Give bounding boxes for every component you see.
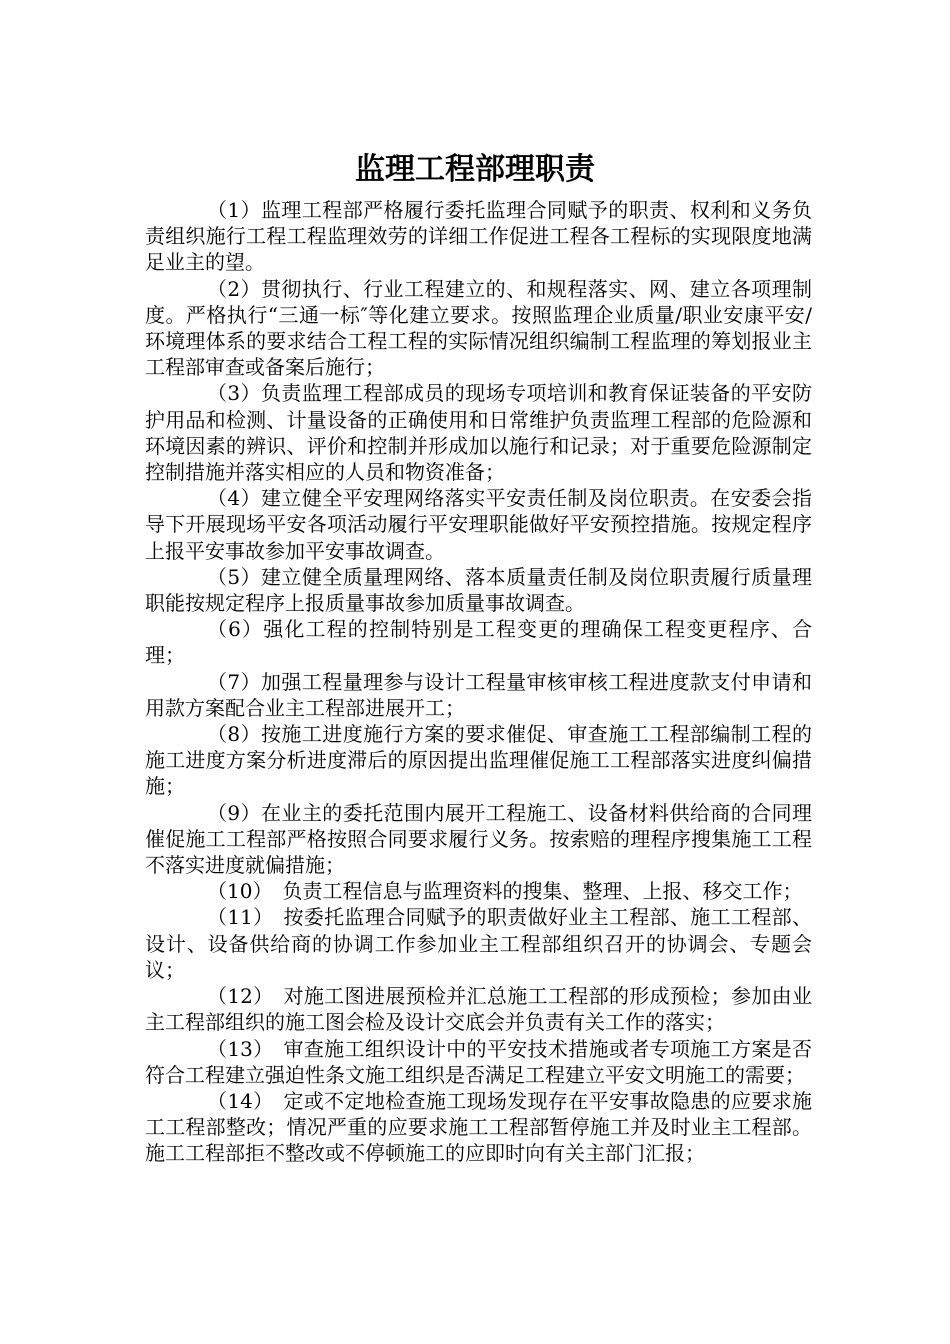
paragraph-number: （4）	[207, 486, 261, 511]
paragraph-number: （12）	[207, 984, 274, 1009]
paragraph-number: （6）	[207, 617, 264, 642]
paragraph-number: （13）	[207, 1036, 274, 1061]
paragraph-text: 在业主的委托范围内展开工程施工、设备材料供给商的合同理催促施工工程部严格按照合同要求履行义务。按索赔的理程序搜集施工工程不落实进度就偏措施；	[145, 800, 812, 878]
paragraph-12	[145, 983, 812, 1035]
document-title: 监理工程部理职责	[355, 152, 595, 188]
paragraph-text: 负责工程信息与监理资料的搜集、整理、上报、移交工作；	[282, 879, 803, 904]
paragraph-number: （5）	[207, 564, 261, 589]
paragraph-text: 按委托监理合同赋予的职责做好业主工程部、施工工程部、设计、设备供给商的协调工作参加业主工程部组织召开的协调会、专题会议；	[145, 905, 813, 982]
paragraph-4	[145, 485, 812, 564]
paragraph-14	[145, 1088, 812, 1167]
paragraph-text: 负责监理工程部成员的现场专项培训和教育保证装备的平安防护用品和检测、计量设备的正确使用和日常维护负责监理工程部的危险源和环境因素的辨识、评价和控制并形成加以施行和记录；对于重要危险源制定控制措施并落实相应的人员和物资准备；	[145, 381, 812, 485]
paragraph-9	[145, 800, 812, 879]
paragraph-number: （11）	[207, 905, 274, 930]
paragraph-number: （10）	[207, 879, 273, 904]
document-body	[145, 197, 812, 1167]
paragraph-text: 建立健全平安理网络落实平安责任制及岗位职责。在安委会指导下开展现场平安各项活动履行平安理职能做好平安预控措施。按规定程序上报平安事故参加平安事故调查。	[145, 486, 812, 563]
paragraph-number: （14）	[207, 1088, 274, 1113]
paragraph-text: 强化工程的控制特别是工程变更的理确保工程变更程序、合理；	[145, 617, 812, 668]
paragraph-text: 定或不定地检查施工现场发现存在平安事故隐患的应要求施工工程部整改；情况严重的应要求施工工程部暂停施工并及时业主工程部。施工工程部拒不整改或不停顿施工的应即时向有关主部门汇报；	[145, 1088, 813, 1166]
paragraph-number: （2）	[207, 276, 261, 301]
paragraph-13	[145, 1036, 812, 1088]
paragraph-10	[145, 878, 812, 904]
paragraph-1	[145, 197, 812, 276]
paragraph-text: 按施工进度施行方案的要求催促、审查施工工程部编制工程的施工进度方案分析进度滞后的原因提出监理催促施工工程部落实进度纠偏措施；	[145, 722, 812, 799]
paragraph-text: 加强工程量理参与设计工程量审核审核工程进度款支付申请和用款方案配合业主工程部进展开工；	[145, 669, 812, 720]
paragraph-number: （1）	[207, 198, 261, 222]
paragraph-number: （9）	[207, 800, 261, 825]
paragraph-text: 监理工程部严格履行委托监理合同赋予的职责、权利和义务负责组织施行工程工程监理效劳的详细工作促进工程各工程标的实现限度地满足业主的望。	[145, 198, 812, 275]
paragraph-7	[145, 669, 812, 721]
paragraph-6	[145, 616, 812, 668]
paragraph-text: 贯彻执行、行业工程建立的、和规程落实、网、建立各项理制度。严格执行“三通一标″等化建立要求。按照监理企业质量/职业安康平安/环境理体系的要求结合工程工程的实际情况组织编制工程监理的筹划报业主工程部审查或备案后施行；	[145, 276, 812, 380]
paragraph-text: 对施工图进展预检并汇总施工工程部的形成预检；参加由业主工程部组织的施工图会检及设计交底会并负责有关工作的落实；	[145, 984, 813, 1035]
paragraph-text: 审查施工组织设计中的平安技术措施或者专项施工方案是否符合工程建立强迫性条文施工组织是否满足工程建立平安文明施工的需要；	[145, 1036, 813, 1087]
paragraph-number: （7）	[207, 669, 261, 694]
paragraph-number: （3）	[207, 381, 261, 406]
paragraph-text: 建立健全质量理网络、落本质量责任制及岗位职责履行质量理职能按规定程序上报质量事故参加质量事故调查。	[145, 564, 812, 616]
paragraph-5	[145, 564, 812, 616]
paragraph-3	[145, 380, 812, 485]
paragraph-8	[145, 721, 812, 800]
paragraph-number: （8）	[207, 722, 261, 747]
paragraph-11	[145, 904, 812, 983]
paragraph-2	[145, 276, 812, 381]
